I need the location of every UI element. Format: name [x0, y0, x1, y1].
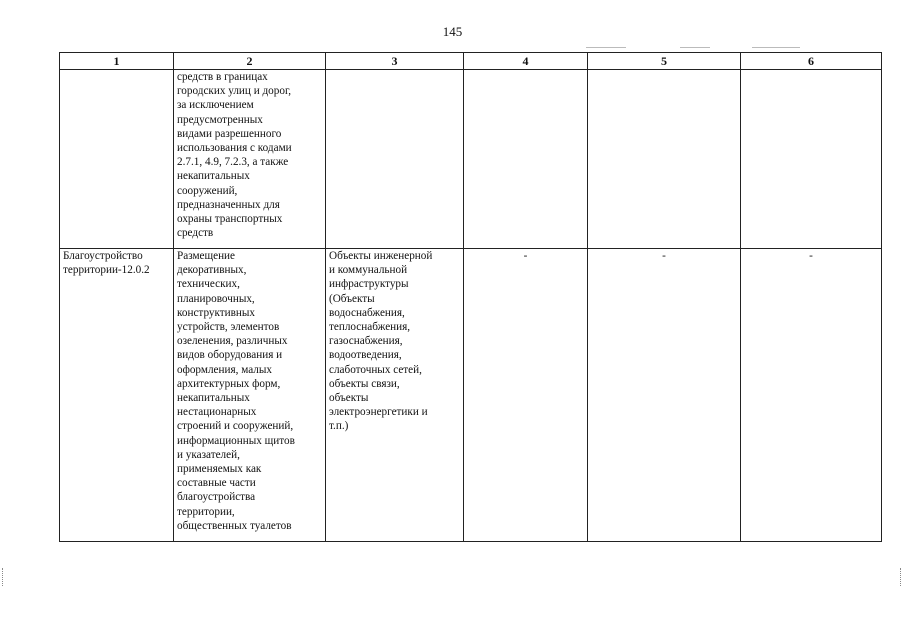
scan-artifact [680, 47, 710, 48]
header-row [60, 53, 882, 70]
scan-artifact [2, 568, 4, 586]
cell-col-4: - [464, 249, 588, 542]
cell-col-6 [741, 70, 882, 249]
cell-col-5: - [588, 249, 741, 542]
cell-auxiliary-uses [326, 70, 464, 249]
header-col-6: 6 [741, 53, 882, 70]
cell-use-name: Благоустройство территории-12.0.2 [60, 249, 174, 542]
cell-auxiliary-uses: Объекты инженерной и коммунальной инфраструктуры (Объекты водоснабжения, теплоснабжения, газоснабжения, водоотведения, слаботочных сетей, объекты связи, объекты электроэнергетики и т.п.) [326, 249, 464, 542]
cell-use-name [60, 70, 174, 249]
header-col-3: 3 [326, 53, 464, 70]
scan-artifact [900, 568, 902, 586]
cell-col-6: - [741, 249, 882, 542]
header-col-1: 1 [60, 53, 174, 70]
page-number: 145 [442, 24, 463, 39]
header-col-2: 2 [174, 53, 326, 70]
table-row [60, 249, 882, 542]
scan-artifact [586, 47, 626, 48]
cell-use-description: Размещение декоративных, технических, планировочных, конструктивных устройств, элементов озеленения, различных видов оборудования и оформления, малых архитектурных форм, некапитальных нестационарных строений и сооружений, информационных щитов и указателей, применяемых как составные части благоустройства территории, общественных туалетов [174, 249, 326, 542]
cell-col-4 [464, 70, 588, 249]
header-col-4: 4 [464, 53, 588, 70]
cell-use-description: средств в границах городских улиц и дорог, за исключением предусмотренных видами разрешенного использования с кодами 2.7.1, 4.9, 7.2.3, а также некапитальных сооружений, предназначенных для охраны транспортных средств [174, 70, 326, 249]
table-row [60, 70, 882, 249]
cell-col-5 [588, 70, 741, 249]
scan-artifact [752, 47, 800, 48]
land-use-table [59, 52, 882, 542]
header-col-5: 5 [588, 53, 741, 70]
